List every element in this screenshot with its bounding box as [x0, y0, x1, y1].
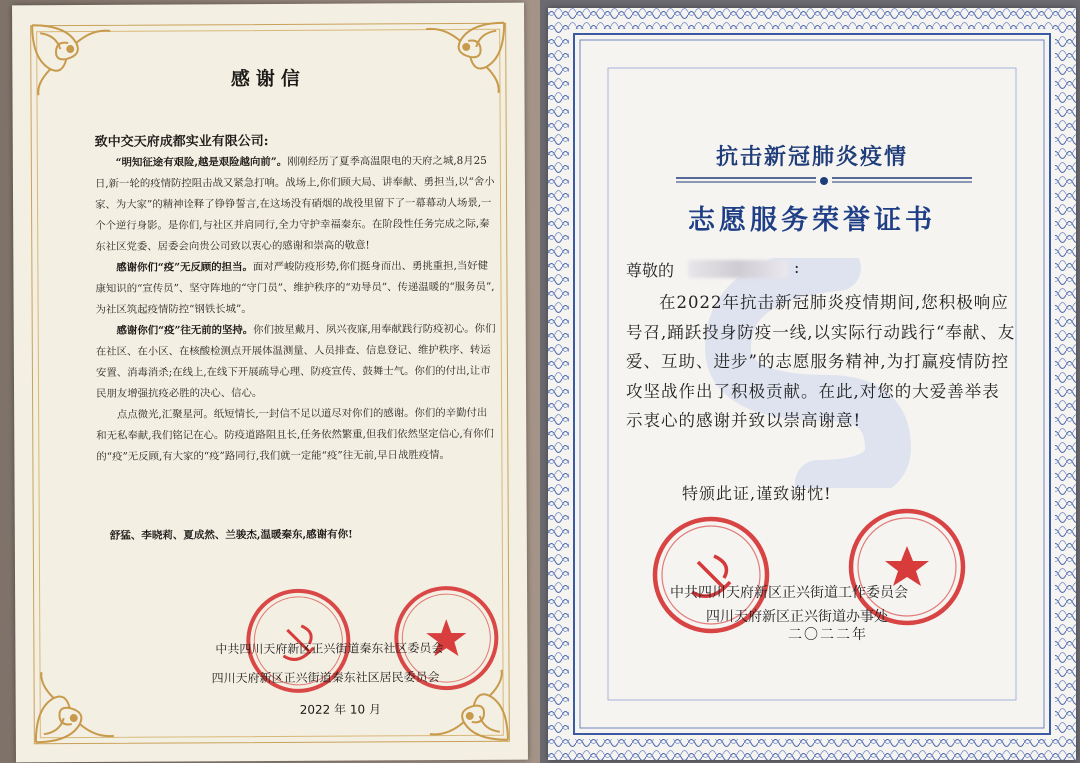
certificate-paragraph: 在2022年抗击新冠肺炎疫情期间,您积极响应号召,踊跃投身防疫一线,以实际行动践行“奉献、友爱、互助、进步”的志愿服务精神,为打赢疫情防控攻坚战作出了积极贡献。在此,对您的大爱善举表示衷心的感谢并致以崇高谢意!: [626, 293, 1016, 430]
letter-lead: 感谢你们“疫”往无前的坚持。: [116, 324, 254, 337]
letter-text: 点点微光,汇聚星河。纸短情长,一封信不足以道尽对你们的感谢。你们的辛勤付出和无私奉献,我们铭记在心。防疫道路阻且长,任务依然繁重,但我们依然坚定信心,有你们的“疫”无反顾,有大家的“疫”路同行,我们就一定能“疫”往无前,早日战胜疫情。: [96, 406, 494, 463]
volunteer-certificate: [548, 8, 1076, 760]
letter-paragraph: [95, 151, 496, 258]
letter-paragraph: [96, 319, 496, 405]
certificate-closing: 特颁此证,谨致谢忱!: [682, 484, 832, 503]
certificate-signature-1: 中共四川天府新区正兴街道工作委员会: [670, 585, 908, 601]
letter-text: 刚刚经历了夏季高温限电的天府之城,8月25日,新一轮的疫情防控阻击战又紧急打响。战场上,你们顾大局、讲奉献、勇担当,以“舍小家、为大家”的精神诠释了铮铮誓言,在这场没有硝烟的战役里留下了一幕幕动人场景,一个个逆行身影。是你们,与社区并肩同行,全力守护幸福秦东。在阶段性任务完成之际,秦东社区党委、居委会向贵公司致以衷心的感谢和崇高的敬意!: [94, 154, 495, 253]
certificate-salutation: 尊敬的: [626, 261, 675, 280]
letter-date: 2022 年 10 月: [299, 702, 382, 717]
letter-title: 感谢信: [230, 67, 306, 91]
certificate-title-1: 抗击新冠肺炎疫情: [715, 145, 908, 170]
certificate-salutation-colon: :: [794, 258, 800, 277]
certificate-date: 二〇二二年: [788, 627, 868, 643]
thank-you-letter: [12, 3, 528, 763]
letter-signature-1: 中共四川天府新区正兴街道秦东社区委员会: [215, 641, 444, 657]
letter-body: [95, 151, 497, 468]
certificate-signature-2: 四川天府新区正兴街道办事处: [706, 609, 888, 625]
letter-paragraph: [96, 403, 496, 468]
certificate-title-2: 志愿服务荣誉证书: [688, 205, 936, 236]
redacted-name: [688, 260, 788, 278]
letter-text: 你们披星戴月、夙兴夜寐,用奉献践行防疫初心。你们在社区、在小区、在核酸检测点开展体温测量、人员排查、信息登记、维护秩序、转运安置、消毒消杀;在线上,在线下开展疏导心理、防疫宣传、鼓舞士气。你们的付出,让市民朋友增强抗疫必胜的决心、信心。: [95, 322, 496, 400]
divider-ornament-icon: [676, 173, 972, 189]
ornament-corner-icon: [29, 668, 119, 748]
letter-text: 面对严峻防疫形势,你们挺身而出、勇挑重担,当好健康知识的“宣传员”、坚守阵地的“守门员”、维护秩序的“劝导员”、传递温暖的“服务员”,为社区筑起疫情防控“钢铁长城”。: [95, 259, 495, 316]
letter-thanks-line: 舒猛、李晓莉、夏成然、兰骏杰,温暖秦东,感谢有你!: [109, 528, 353, 542]
letter-signature-2: 四川天府新区正兴街道秦东社区居民委员会: [211, 670, 440, 686]
certificate-body: [626, 288, 1016, 436]
letter-lead: 感谢你们“疫”无反顾的担当。: [116, 261, 253, 274]
letter-lead: “明知征途有艰险,越是艰险越向前”。: [115, 155, 288, 169]
letter-paragraph: [95, 256, 495, 321]
letter-recipient: 致中交天府成都实业有限公司:: [94, 134, 269, 150]
